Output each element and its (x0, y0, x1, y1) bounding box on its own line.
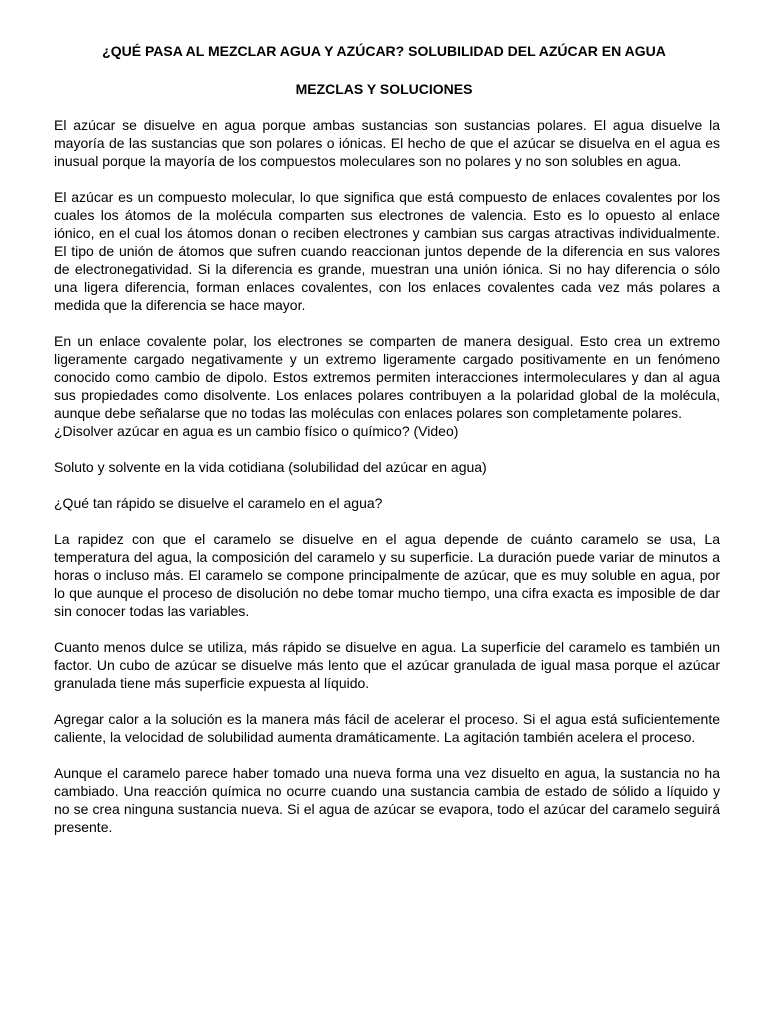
paragraph-solute-solvent: Soluto y solvente en la vida cotidiana (solubilidad del azúcar en agua) (54, 459, 487, 475)
paragraph-video-question: ¿Disolver azúcar en agua es un cambio físico o químico? (Video) (54, 423, 459, 439)
document-body (54, 116, 720, 854)
paragraph-polar-covalent: En un enlace covalente polar, los electrones se comparten de manera desigual. Esto crea un extremo ligeramente cargado negativamente y un extremo ligeramente cargado positivamente en un fenómeno conocido como cambio de dipolo. Estos extremos permiten interacciones intermoleculares y dan al agua sus propiedades como disolvente. Los enlaces polares contribuyen a la polaridad global de la molécula, aunque debe señalarse que no todas las moléculas con enlaces polares son completamente polares. (54, 333, 720, 421)
paragraph-polarity: El azúcar se disuelve en agua porque ambas sustancias son sustancias polares. El agua disuelve la mayoría de las sustancias que son polares o iónicas. El hecho de que el azúcar se disuelva en el agua es inusual porque la mayoría de los compuestos moleculares son no polares y no son solubles en agua. (54, 117, 720, 169)
paragraph-physical-change: Aunque el caramelo parece haber tomado una nueva forma una vez disuelto en agua, la sustancia no ha cambiado. Una reacción química no ocurre cuando una sustancia cambia de estado de sólido a líquido y no se crea ninguna sustancia nueva. Si el agua de azúcar se evapora, todo el azúcar del caramelo seguirá presente. (54, 765, 720, 835)
page-title: ¿QUÉ PASA AL MEZCLAR AGUA Y AZÚCAR? SOLUBILIDAD DEL AZÚCAR EN AGUA (102, 43, 666, 59)
paragraph-surface-area: Cuanto menos dulce se utiliza, más rápido se disuelve en agua. La superficie del caramelo es también un factor. Un cubo de azúcar se disuelve más lento que el azúcar granulada de igual masa porque el azúcar granulada tiene más superficie expuesta al líquido. (54, 639, 720, 691)
paragraph-covalent-bonds: El azúcar es un compuesto molecular, lo que significa que está compuesto de enlaces covalentes por los cuales los átomos de la molécula comparten sus electrones de valencia. Esto es lo opuesto al enlace iónico, en el cual los átomos donan o reciben electrones y cambian sus cargas atractivas individualmente. El tipo de unión de átomos que sufren cuando reaccionan juntos depende de la diferencia en sus valores de electronegatividad. Si la diferencia es grande, muestran una unión iónica. Si no hay diferencia o sólo una ligera diferencia, forman enlaces covalentes, con los enlaces covalentes cada vez más polares a medida que la diferencia se hace mayor. (54, 189, 720, 313)
paragraph-candy-question: ¿Qué tan rápido se disuelve el caramelo en el agua? (54, 495, 383, 511)
section-subtitle: MEZCLAS Y SOLUCIONES (295, 81, 473, 97)
paragraph-dissolve-rate: La rapidez con que el caramelo se disuelve en el agua depende de cuánto caramelo se usa, La temperatura del agua, la composición del caramelo y su superficie. La duración puede variar de minutos a horas o incluso más. El caramelo se compone principalmente de azúcar, que es muy soluble en agua, por lo que aunque el proceso de disolución no debe tomar mucho tiempo, una cifra exacta es imposible de dar sin conocer todas las variables. (54, 531, 720, 619)
paragraph-heat-agitation: Agregar calor a la solución es la manera más fácil de acelerar el proceso. Si el agua está suficientemente caliente, la velocidad de solubilidad aumenta dramáticamente. La agitación también acelera el proceso. (54, 711, 720, 745)
